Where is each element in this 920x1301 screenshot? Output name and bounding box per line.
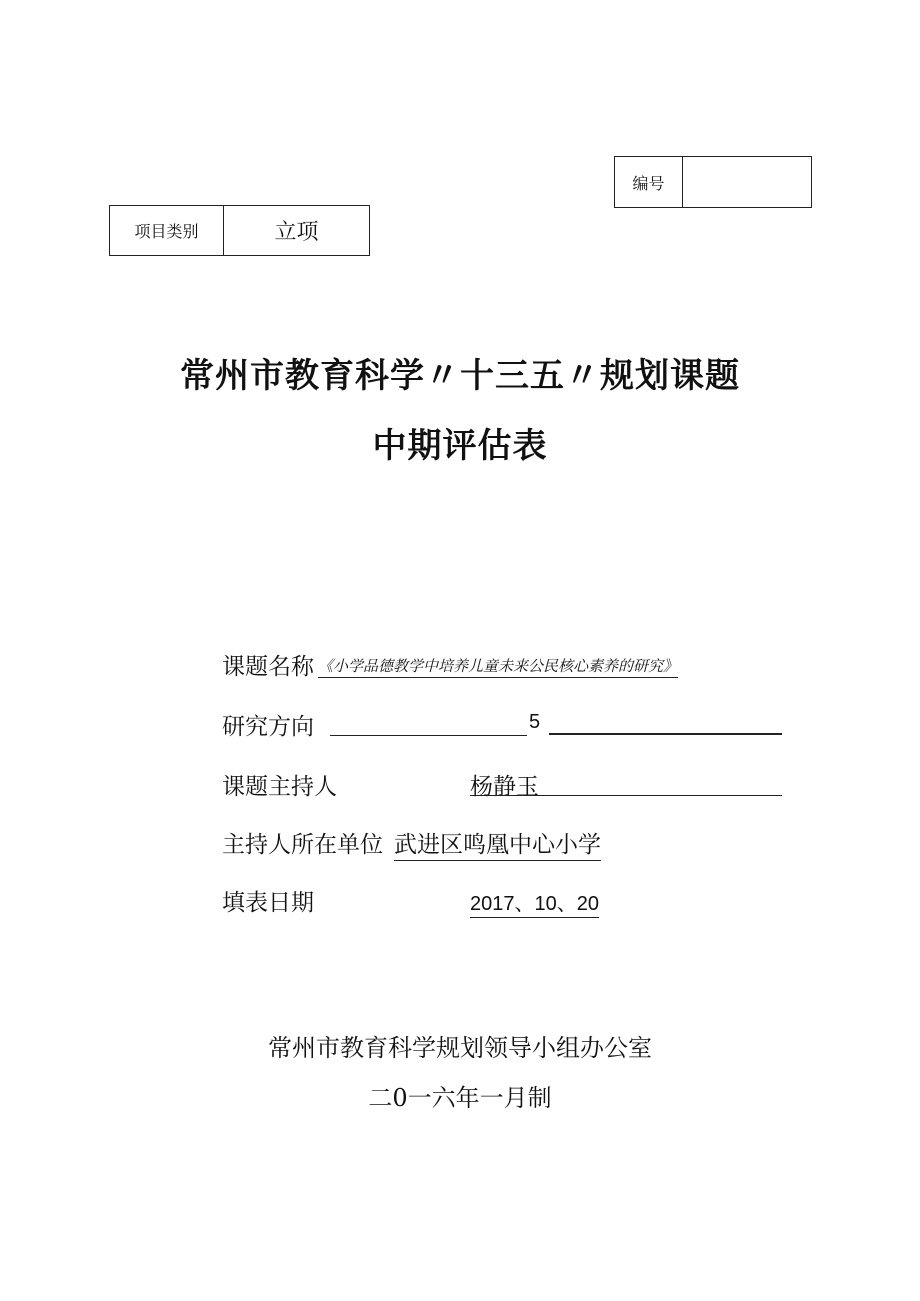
host-underline bbox=[470, 795, 782, 796]
topic-row bbox=[222, 648, 782, 688]
code-box bbox=[614, 156, 812, 208]
unit-value[interactable]: 武进区鸣凰中心小学 bbox=[394, 826, 601, 861]
topic-label: 课题名称 bbox=[222, 654, 314, 680]
direction-row bbox=[222, 708, 792, 748]
category-label: 项目类别 bbox=[134, 222, 199, 241]
unit-row bbox=[222, 826, 782, 866]
date-row bbox=[222, 884, 722, 924]
direction-value[interactable]: 5 bbox=[529, 711, 541, 733]
date-label: 填表日期 bbox=[222, 890, 314, 916]
category-box bbox=[109, 205, 370, 256]
host-value[interactable]: 杨静玉 bbox=[470, 774, 539, 800]
code-value-field[interactable] bbox=[682, 157, 811, 207]
direction-underline-right bbox=[549, 733, 782, 735]
page-title: 常州市教育科学〃十三五〃规划课题 bbox=[180, 356, 740, 396]
code-label: 编号 bbox=[632, 173, 665, 193]
issuing-office: 常州市教育科学规划领导小组办公室 bbox=[268, 1034, 652, 1062]
unit-label: 主持人所在单位 bbox=[222, 832, 383, 858]
host-row bbox=[222, 768, 792, 808]
direction-label: 研究方向 bbox=[222, 714, 314, 740]
category-value[interactable]: 立项 bbox=[223, 206, 369, 255]
host-label: 课题主持人 bbox=[222, 774, 337, 800]
made-date: 二0一六年一月制 bbox=[368, 1084, 552, 1112]
direction-underline-left bbox=[330, 735, 527, 736]
topic-value[interactable]: 《小学品德教学中培养儿童未来公民核心素养的研究》 bbox=[318, 655, 678, 678]
date-value[interactable]: 2017、10、20 bbox=[470, 887, 599, 918]
page-subtitle: 中期评估表 bbox=[372, 426, 548, 466]
